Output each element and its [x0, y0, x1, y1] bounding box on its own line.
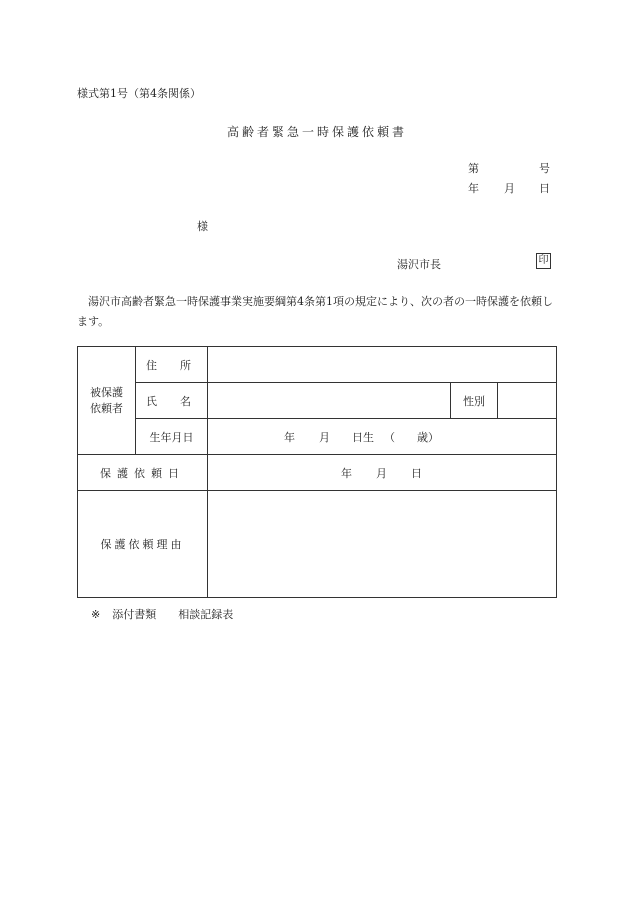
birth-day-unit: 日生 — [352, 430, 374, 444]
address-label: 住 所 — [146, 358, 197, 372]
ref-dai: 第 — [468, 162, 479, 175]
name-label: 氏 名 — [146, 394, 197, 408]
protect-month-unit: 月 — [376, 466, 387, 480]
protect-date-label-cell — [78, 455, 208, 491]
footnote-value: 相談記録表 — [178, 608, 234, 621]
birth-label-cell — [136, 419, 208, 455]
name-field[interactable] — [208, 383, 451, 419]
group-label-cell — [78, 347, 136, 455]
birth-label: 生年月日 — [149, 430, 194, 444]
birth-year-unit: 年 — [284, 430, 295, 444]
birth-age-unit: 歳） — [417, 430, 439, 444]
birth-field[interactable] — [208, 419, 557, 455]
protect-date-field[interactable] — [208, 455, 557, 491]
reason-label: 保護依頼理由 — [100, 538, 185, 551]
sex-label: 性別 — [463, 394, 485, 408]
reason-label-cell — [78, 491, 208, 598]
footnote — [91, 606, 233, 622]
seal-stamp: 印 — [536, 253, 551, 269]
group-label: 被保護依頼者 — [90, 385, 123, 415]
address-label-cell — [136, 347, 208, 383]
protection-table — [77, 346, 557, 598]
body-paragraph: 湯沢市高齢者緊急一時保護事業実施要綱第4条第1項の規定により、次の者の一時保護を依頼します。 — [77, 295, 553, 328]
date-month: 月 — [504, 182, 515, 195]
footnote-label: 添付書類 — [112, 608, 157, 621]
address-field[interactable] — [208, 347, 557, 383]
sex-label-cell — [451, 383, 498, 419]
form-number: 様式第1号（第4条関係） — [77, 87, 201, 100]
date-day: 日 — [539, 182, 550, 195]
protect-date-label: 保護依頼日 — [100, 466, 185, 480]
name-label-cell — [136, 383, 208, 419]
protect-year-unit: 年 — [341, 466, 352, 480]
sex-field[interactable] — [498, 383, 557, 419]
ref-go: 号 — [539, 162, 550, 175]
protect-day-unit: 日 — [411, 466, 422, 480]
footnote-mark: ※ — [91, 608, 101, 621]
issuer: 湯沢市長 — [397, 258, 441, 271]
reason-field[interactable] — [208, 491, 557, 598]
document-title: 高齢者緊急一時保護依頼書 — [227, 125, 408, 139]
birth-month-unit: 月 — [319, 430, 330, 444]
date-year: 年 — [468, 182, 479, 195]
addressee-suffix: 様 — [197, 220, 208, 233]
birth-age-open: （ — [384, 430, 395, 444]
